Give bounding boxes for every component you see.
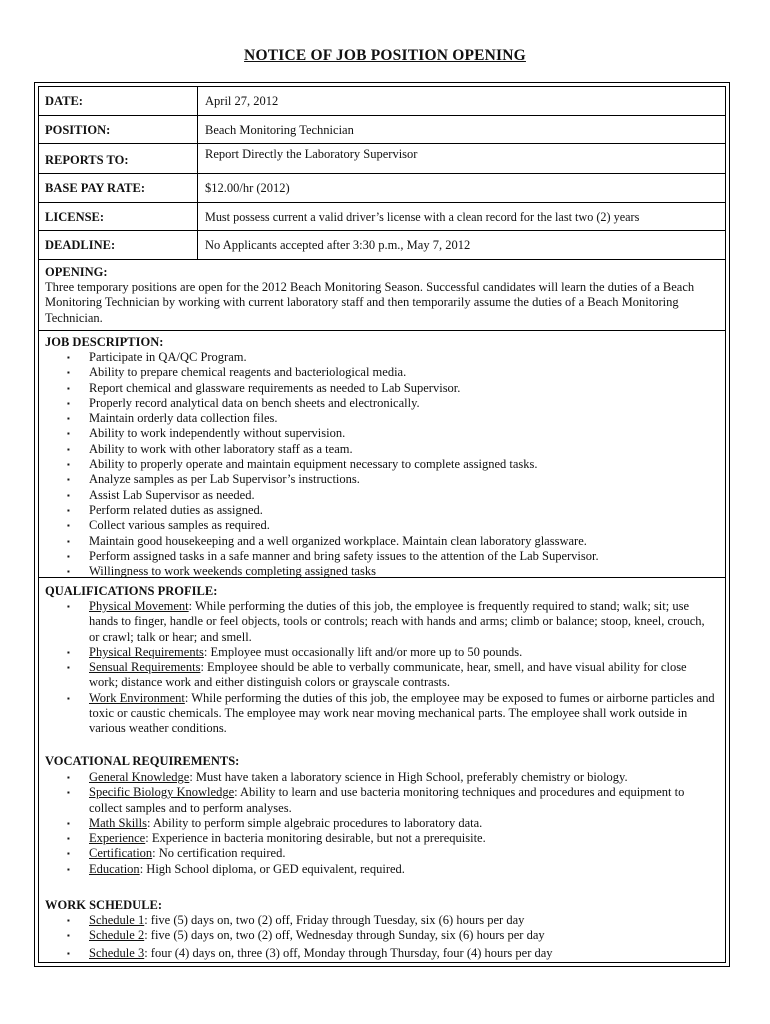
column-divider	[197, 203, 198, 230]
bullet-icon: ▪	[67, 490, 70, 500]
item-text: : Must have taken a laboratory science in High School, preferably chemistry or biology.	[189, 770, 628, 784]
list-item	[39, 770, 717, 785]
job-description-list	[39, 350, 717, 579]
item-text: : Ability to learn and use bacteria monitoring techniques and procedures and equipment to collect samples and to perform analyses.	[89, 785, 685, 815]
item-term: Certification	[89, 846, 153, 861]
list-item-text: Ability to work with other laboratory staff as a team.	[89, 441, 353, 456]
bullet-icon: ▪	[67, 414, 70, 424]
bullet-icon: ▪	[67, 551, 70, 561]
list-item-text: Willingness to work weekends completing assigned tasks	[89, 564, 376, 579]
column-divider	[197, 87, 198, 115]
item-text: : five (5) days on, two (2) off, Friday through Tuesday, six (6) hours per day	[144, 913, 525, 927]
vocational-heading: VOCATIONAL REQUIREMENTS:	[45, 754, 240, 768]
field-label: DATE:	[45, 94, 83, 108]
list-item	[39, 381, 717, 396]
list-item	[39, 549, 717, 564]
bullet-icon: ▪	[67, 505, 70, 515]
list-item	[39, 946, 717, 961]
qualifications-section	[39, 578, 725, 738]
item-term: Schedule 1	[89, 913, 145, 927]
bullet-icon: ▪	[67, 663, 70, 673]
field-value: April 27, 2012	[205, 94, 279, 108]
field-value: Must possess current a valid driver’s license with a clean record for the last two (2) years	[205, 210, 640, 224]
item-term: Work Environment	[89, 690, 185, 705]
bullet-icon: ▪	[67, 460, 70, 470]
field-row-reports-to	[39, 144, 725, 174]
work-schedule-list	[39, 913, 717, 961]
list-item	[39, 365, 717, 380]
page-title: NOTICE OF JOB POSITION OPENING	[244, 47, 526, 64]
bullet-icon: ▪	[67, 429, 70, 439]
list-item	[39, 396, 717, 411]
list-item	[39, 846, 717, 861]
bullet-icon: ▪	[67, 849, 70, 859]
item-term: Specific Biology Knowledge	[89, 785, 235, 800]
column-divider	[197, 231, 198, 259]
list-item-text: Participate in QA/QC Program.	[89, 350, 247, 364]
list-item-text: Maintain orderly data collection files.	[89, 411, 278, 426]
item-text: : five (5) days on, two (2) off, Wednesday through Sunday, six (6) hours per day	[144, 928, 545, 943]
list-item	[39, 660, 717, 691]
item-term: Sensual Requirements	[89, 660, 201, 675]
vocational-list	[39, 770, 717, 877]
item-term: Experience	[89, 831, 146, 846]
list-item-text: Report chemical and glassware requirements as needed to Lab Supervisor.	[89, 380, 461, 395]
list-item	[39, 785, 717, 816]
list-item-text: Perform related duties as assigned.	[89, 502, 263, 517]
field-row-date	[39, 87, 725, 116]
list-item	[39, 518, 717, 533]
list-item	[39, 831, 717, 846]
list-item	[39, 691, 717, 737]
vocational-section	[39, 754, 725, 884]
item-text: : Ability to perform simple algebraic procedures to laboratory data.	[147, 815, 483, 830]
item-text: : four (4) days on, three (3) off, Monday through Thursday, four (4) hours per day	[144, 945, 553, 960]
column-divider	[197, 174, 198, 202]
field-row-position	[39, 116, 725, 144]
item-text: : Employee must occasionally lift and/or more up to 50 pounds.	[203, 644, 523, 659]
list-item-text: Assist Lab Supervisor as needed.	[89, 487, 255, 502]
list-item	[39, 913, 717, 928]
bullet-icon: ▪	[67, 788, 70, 798]
field-value: Report Directly the Laboratory Supervisor	[205, 147, 418, 161]
item-term: Schedule 2	[89, 928, 145, 943]
list-item	[39, 350, 717, 365]
bullet-icon: ▪	[67, 444, 70, 454]
field-value: No Applicants accepted after 3:30 p.m., May 7, 2012	[205, 238, 471, 252]
list-item	[39, 442, 717, 457]
list-item	[39, 816, 717, 831]
field-label: LICENSE:	[45, 210, 105, 224]
bullet-icon: ▪	[67, 368, 70, 378]
opening-section	[39, 260, 725, 331]
job-description-heading: JOB DESCRIPTION:	[45, 335, 164, 349]
qualifications-list	[39, 599, 717, 737]
item-term: Physical Movement	[89, 599, 189, 613]
field-value: $12.00/hr (2012)	[205, 181, 290, 195]
bullet-icon: ▪	[67, 916, 70, 925]
bullet-icon: ▪	[67, 818, 70, 828]
field-label: BASE PAY RATE:	[45, 181, 146, 195]
column-divider	[197, 116, 198, 143]
bullet-icon: ▪	[67, 353, 70, 362]
bullet-icon: ▪	[67, 521, 70, 531]
list-item-text: Maintain good housekeeping and a well organized workplace. Maintain clean laboratory glassware.	[89, 533, 587, 548]
list-item-text: Ability to prepare chemical reagents and bacteriological media.	[89, 365, 407, 380]
item-text: : Employee should be able to verbally communicate, hear, smell, and have visual ability for close work; distance work and either distinguish colors or grayscale contrasts.	[89, 660, 687, 690]
list-item-text: Ability to properly operate and maintain equipment necessary to complete assigned tasks.	[89, 457, 538, 472]
bullet-icon: ▪	[67, 693, 70, 703]
bullet-icon: ▪	[67, 773, 70, 782]
list-item	[39, 928, 717, 943]
bullet-icon: ▪	[67, 567, 70, 577]
notice-frame	[34, 82, 730, 967]
field-row-license	[39, 203, 725, 231]
bullet-icon: ▪	[67, 398, 70, 408]
job-description-section	[39, 331, 725, 578]
bullet-icon: ▪	[67, 864, 70, 874]
qualifications-heading: QUALIFICATIONS PROFILE:	[45, 584, 218, 598]
item-term: Math Skills	[89, 815, 147, 830]
field-row-base-pay-rate	[39, 174, 725, 203]
field-row-deadline	[39, 231, 725, 260]
list-item	[39, 534, 717, 549]
field-value: Beach Monitoring Technician	[205, 123, 354, 137]
notice-table	[38, 86, 726, 963]
field-label: POSITION:	[45, 123, 111, 137]
bullet-icon: ▪	[67, 834, 70, 844]
list-item	[39, 411, 717, 426]
list-item	[39, 426, 717, 441]
list-item	[39, 488, 717, 503]
item-term: Schedule 3	[89, 945, 145, 960]
item-text: : High School diploma, or GED equivalent, required.	[139, 861, 405, 876]
list-item	[39, 503, 717, 518]
list-item	[39, 457, 717, 472]
field-label: REPORTS TO:	[45, 153, 129, 167]
work-schedule-heading: WORK SCHEDULE:	[45, 898, 163, 912]
opening-heading: OPENING:	[45, 265, 108, 279]
list-item	[39, 599, 717, 645]
bullet-icon: ▪	[67, 536, 70, 546]
bullet-icon: ▪	[67, 383, 70, 393]
item-term: General Knowledge	[89, 770, 190, 784]
list-item-text: Ability to work independently without supervision.	[89, 426, 346, 441]
list-item-text: Collect various samples as required.	[89, 518, 270, 533]
work-schedule-section	[39, 898, 725, 958]
item-text: : Experience in bacteria monitoring desirable, but not a prerequisite.	[145, 831, 486, 846]
list-item-text: Perform assigned tasks in a safe manner and bring safety issues to the attention of the Lab Supervisor.	[89, 548, 599, 563]
column-divider	[197, 144, 198, 173]
bullet-icon: ▪	[67, 602, 70, 611]
opening-text: Three temporary positions are open for the 2012 Beach Monitoring Season. Successful candidates will learn the duties of a Beach Monitoring Technician by working with current laboratory staff and then temporarily assume the duties of a Beach Monitoring Technician.	[45, 280, 695, 325]
item-text: : While performing the duties of this job, the employee is frequently required to stand; walk; sit; use hands to finger, handle or feel objects, tools or controls; reach with hands and arms; climb or balance; stoop, kneel, crouch, or crawl; talk or hear; and smell.	[89, 599, 705, 644]
list-item	[39, 862, 717, 877]
list-item	[39, 645, 717, 660]
item-text: : While performing the duties of this job, the employee may be exposed to fumes or airborne particles and toxic or caustic chemicals. The employee may work near moving mechanical parts. The employee shall work outside in various weather conditions.	[89, 690, 715, 736]
bullet-icon: ▪	[67, 475, 70, 485]
list-item	[39, 472, 717, 487]
bullet-icon: ▪	[67, 647, 70, 657]
bullet-icon: ▪	[67, 948, 70, 958]
field-label: DEADLINE:	[45, 238, 116, 252]
item-term: Education	[89, 861, 140, 876]
item-text: : No certification required.	[152, 846, 286, 861]
item-term: Physical Requirements	[89, 644, 204, 659]
list-item-text: Analyze samples as per Lab Supervisor’s instructions.	[89, 472, 360, 487]
bullet-icon: ▪	[67, 931, 70, 941]
list-item-text: Properly record analytical data on bench sheets and electronically.	[89, 395, 420, 410]
